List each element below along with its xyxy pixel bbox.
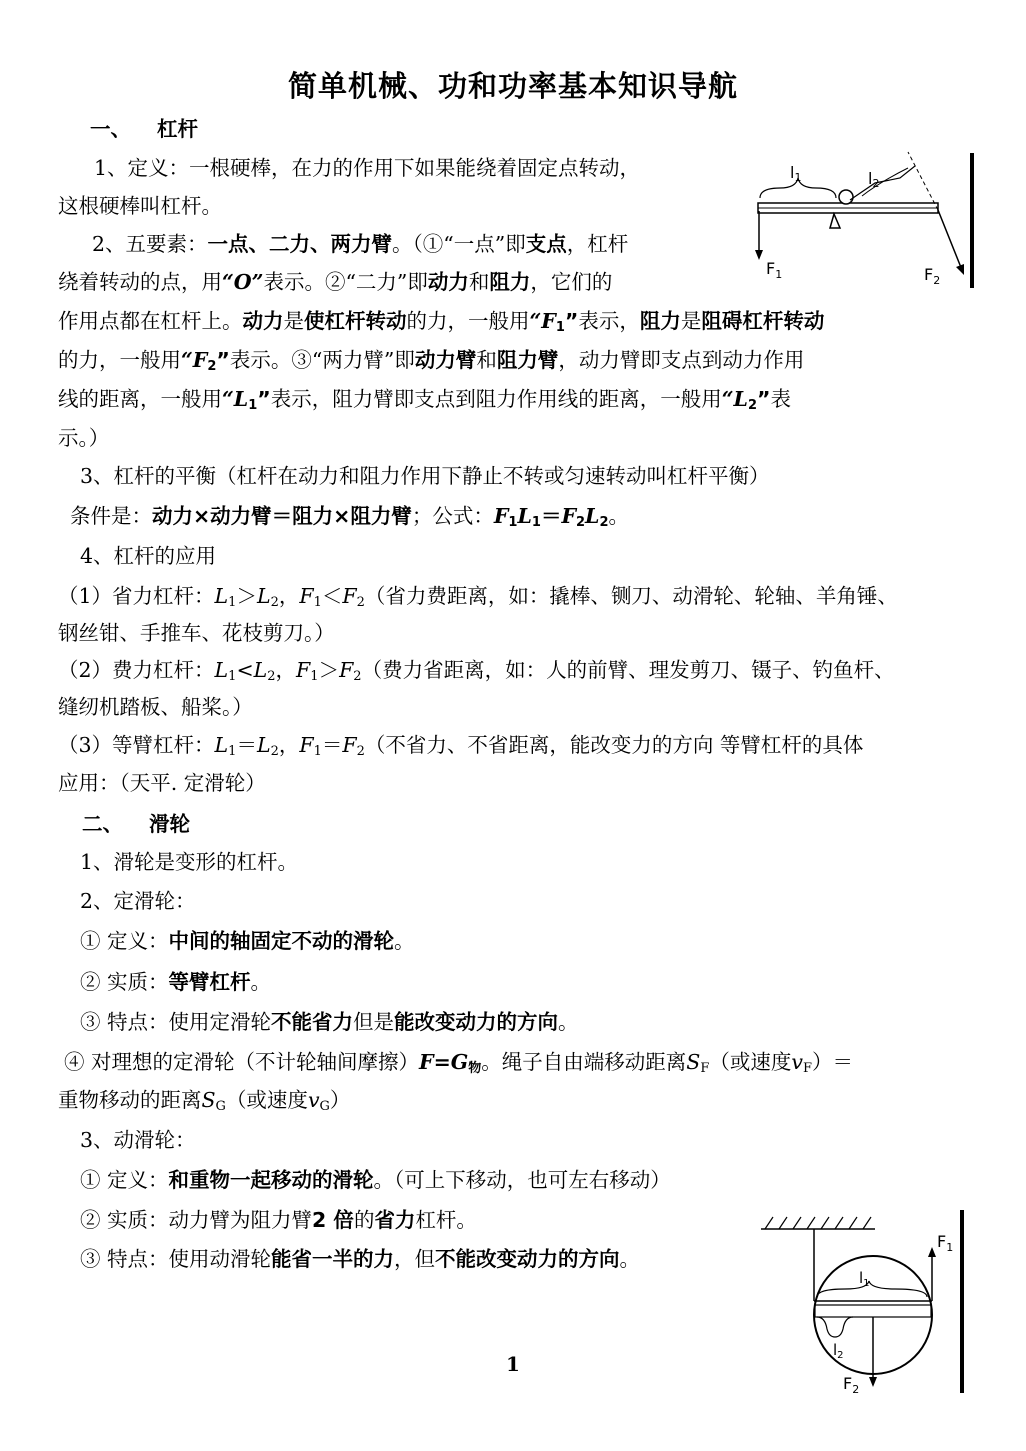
section-heading-pulley: [82, 812, 190, 836]
movable-pulley-heading: 3、动滑轮：: [80, 1128, 196, 1152]
section-heading-lever: [90, 117, 198, 141]
label-l2: l2: [868, 169, 880, 190]
app2-line-2: 缝纫机踏板、船桨。）: [58, 695, 253, 719]
heading-text: 滑轮: [149, 812, 190, 836]
fixed-pulley-definition: ① 定义：中间的轴固定不动的滑轮。: [80, 929, 415, 953]
pulley-intro: 1、滑轮是变形的杠杆。: [80, 850, 299, 874]
f1-arrowhead: [928, 1247, 936, 1257]
fixed-pulley-feature: ③ 特点：使用定滑轮不能省力但是能改变动力的方向。: [80, 1010, 579, 1034]
five-elements-line-2: 绕着转动的点，用“O”表示。②“二力”即动力和阻力，它们的: [58, 270, 613, 294]
label-l1: $l_1$: [859, 1269, 870, 1289]
movable-pulley-essence: ② 实质：动力臂为阻力臂2 倍的省力杠杆。: [80, 1208, 477, 1232]
app1-line-2: 钢丝钳、手推车、花枝剪刀。）: [58, 621, 335, 645]
definition-line-2: 这根硬棒叫杠杆。: [58, 194, 222, 218]
five-elements-line-1: 2、五要素：一点、二力、两力臂。（①“一点”即支点，杠杆: [92, 232, 629, 256]
f1-arrowhead: [755, 250, 763, 260]
label-f2: $F_2$: [843, 1374, 860, 1395]
fixed-pulley-essence: ② 实质：等臂杠杆。: [80, 970, 272, 994]
heading-number: 二、: [82, 812, 123, 836]
balance-condition-line: 条件是：动力×动力臂＝阻力×阻力臂；公式：$F_1L_1=F_2L_2$。: [70, 504, 630, 530]
app1-line-1: （1）省力杠杆：$L_1>L_2$，$F_1<F_2$（省力费距离，如：撬棒、铡刀、动滑轮、轮轴、羊角锤、: [58, 584, 898, 610]
applications-heading: 4、杠杆的应用: [80, 544, 217, 568]
app3-line-1: （3）等臂杠杆：$L_1=L_2$，$F_1=F_2$（不省力、不省距离，能改变力的方向 等臂杠杆的具体: [58, 733, 864, 759]
label-f1: $F_1$: [766, 259, 783, 281]
five-elements-line-6: 示。）: [58, 426, 110, 450]
balance-line: 3、杠杆的平衡（杠杆在动力和阻力作用下静止不转或匀速转动叫杠杆平衡）: [80, 464, 770, 488]
fixed-pulley-ideal-line-1: ④ 对理想的定滑轮（不计轮轴间摩擦）$F=G_物$。绳子自由端移动距离$S_F$（或速度$v_F)=$: [64, 1050, 853, 1076]
label-l2: $l_2$: [833, 1341, 844, 1361]
app3-line-2: 应用：（天平. 定滑轮）: [58, 771, 266, 795]
lever-diagram: [750, 148, 980, 293]
fulcrum: [830, 214, 840, 228]
movable-pulley-feature: ③ 特点：使用动滑轮能省一半的力，但不能改变动力的方向。: [80, 1247, 641, 1271]
label-l1: l1: [790, 163, 802, 184]
app2-line-1: （2）费力杠杆：$L_1<L_2$，$F_1>F_2$（费力省距离，如：人的前臂、理发剪刀、镊子、钓鱼杆、: [58, 658, 895, 684]
f2-arrowhead: [956, 264, 964, 275]
heading-number: 一、: [90, 117, 131, 141]
page-number: 1: [506, 1352, 520, 1376]
five-elements-line-4: 的力，一般用“$F_2$”表示。③“两力臂”即动力臂和阻力臂，动力臂即支点到动力作用: [58, 348, 805, 374]
f2-arrow: [938, 210, 962, 270]
fixed-pulley-heading: 2、定滑轮：: [80, 889, 196, 913]
label-f2: $F_2$: [924, 265, 941, 287]
label-f1: $F_1$: [937, 1232, 954, 1254]
page-title: 简单机械、功和功率基本知识导航: [287, 69, 738, 103]
movable-pulley-definition: ① 定义：和重物一起移动的滑轮。（可上下移动，也可左右移动）: [80, 1168, 671, 1192]
force-line-extension: [908, 152, 938, 210]
l2-brace: [850, 166, 915, 200]
fixed-pulley-ideal-line-2: 重物移动的距离$S_G$（或速度$v_G$）: [58, 1088, 351, 1114]
f2-arrowhead: [869, 1377, 877, 1387]
ceiling-hatch: [765, 1217, 871, 1229]
five-elements-line-3: 作用点都在杠杆上。动力是使杠杆转动的力，一般用“$F_1$”表示，阻力是阻碍杠杆转动: [58, 309, 825, 335]
heading-text: 杠杆: [157, 117, 198, 141]
definition-line-1: 1、定义：一根硬棒，在力的作用下如果能绕着固定点转动，: [94, 156, 641, 180]
pivot-ring: [839, 190, 853, 204]
five-elements-line-5: 线的距离，一般用“$L_1$”表示，阻力臂即支点到阻力作用线的距离，一般用“$L_2$”表: [58, 387, 791, 413]
